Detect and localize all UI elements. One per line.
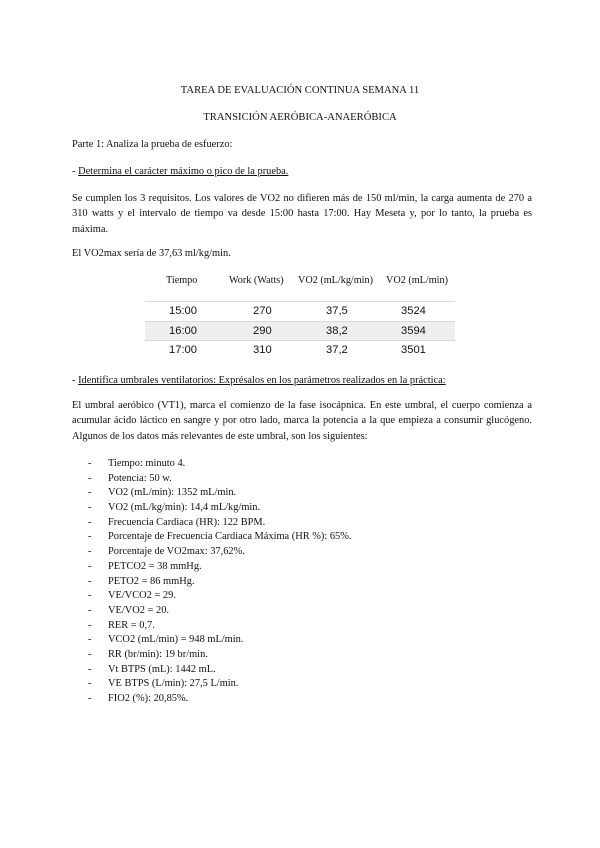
table-cell: 38,2: [326, 325, 348, 337]
list-item-text: PETCO2 = 38 mmHg.: [108, 560, 202, 572]
list-item: [88, 516, 352, 531]
list-item: [88, 633, 352, 648]
table-cell: 270: [253, 305, 272, 317]
list-item-text: VCO2 (mL/min) = 948 mL/min.: [108, 634, 244, 646]
section-1-heading: [72, 165, 288, 179]
section-1-paragraph: Se cumplen los 3 requisitos. Los valores de VO2 no difieren más de 150 ml/min, la carga aumenta de 270 a 310 watts y el intervalo de tiempo va desde 15:00 hasta 17:00. Hay Meseta y, por lo tanto, la prueba es máxima.: [72, 193, 532, 235]
list-bullet: -: [88, 693, 92, 704]
table-cell: 17:00: [169, 344, 197, 356]
table-row: [145, 322, 455, 341]
list-item-text: VO2 (mL/kg/min): 14,4 mL/kg/min.: [108, 502, 261, 514]
list-bullet: -: [88, 634, 92, 646]
list-item: [88, 545, 352, 560]
list-bullet: -: [88, 458, 92, 469]
table-row: [145, 341, 455, 360]
list-bullet: -: [88, 619, 92, 631]
document-subtitle: TRANSICIÓN AERÓBICA-ANAERÓBICA: [203, 112, 397, 123]
list-item: [88, 589, 352, 604]
list-item-text: Tiempo: minuto 4.: [108, 458, 186, 469]
list-item: [88, 501, 352, 516]
section-1-dash: -: [72, 166, 79, 177]
list-item-text: FIO2 (%): 20,85%.: [108, 693, 189, 704]
list-bullet: -: [88, 546, 92, 558]
table-header-cell: VO2 (mL/min): [386, 275, 448, 286]
table-cell: 15:00: [169, 305, 197, 317]
table-cell: 290: [253, 325, 272, 337]
table-cell: 37,5: [326, 305, 348, 317]
table-cell: 310: [253, 344, 272, 356]
list-bullet: -: [88, 575, 92, 587]
list-item: [88, 575, 352, 590]
section-1-heading-text: Determina el carácter máximo o pico de la prueba.: [78, 166, 289, 177]
list-item: [88, 560, 352, 575]
table-row: [145, 302, 455, 321]
vo2max-statement: El VO2max sería de 37,63 ml/kg/min.: [72, 248, 231, 259]
list-item: [88, 472, 352, 487]
list-bullet: -: [88, 560, 92, 572]
document-title: TAREA DE EVALUACIÓN CONTINUA SEMANA 11: [180, 85, 420, 96]
list-item-text: Vt BTPS (mL): 1442 mL.: [108, 663, 216, 675]
list-item: [88, 604, 352, 619]
list-bullet: -: [88, 472, 92, 484]
section-2-heading: [72, 374, 446, 388]
list-item-text: Porcentaje de VO2max: 37,62%.: [108, 546, 245, 558]
list-item: [88, 692, 352, 707]
list-bullet: -: [88, 516, 92, 528]
list-bullet: -: [88, 663, 92, 675]
list-item-text: Porcentaje de Frecuencia Cardiaca Máxima (HR %): 65%.: [108, 531, 352, 543]
table-cell: 3594: [401, 325, 426, 337]
table-cell: 16:00: [169, 325, 197, 337]
table-cell: 3501: [401, 344, 426, 356]
list-item: [88, 457, 352, 472]
table-header-cell: Tiempo: [166, 275, 198, 286]
list-item: [88, 648, 352, 663]
list-item: [88, 486, 352, 501]
list-item-text: Frecuencia Cardiaca (HR): 122 BPM.: [108, 516, 266, 528]
list-item-text: RR (br/min): 19 br/min.: [108, 648, 208, 660]
list-item: [88, 663, 352, 678]
list-bullet: -: [88, 487, 92, 499]
section-2-paragraph: El umbral aeróbico (VT1), marca el comienzo de la fase isocápnica. En este umbral, el cuerpo comienza a acumular ácido láctico en sangre y por otro lado, marca la potencia a la que empieza a consumir glucógeno. Algunos de los datos más relevantes de este umbral, son los siguientes:: [72, 400, 532, 442]
threshold-parameter-list: [88, 457, 352, 707]
table-header-cell: Work (Watts): [229, 275, 284, 286]
table-cell: 3524: [401, 305, 426, 317]
list-bullet: -: [88, 604, 92, 616]
list-item: [88, 619, 352, 634]
section-2-dash: -: [72, 375, 79, 386]
section-2-heading-text: Identifica umbrales ventilatorios: Exprésalos en los parámetros realizados en la práctica:: [78, 375, 446, 386]
list-bullet: -: [88, 590, 92, 602]
list-bullet: -: [88, 502, 92, 514]
list-item-text: VE/VO2 = 20.: [108, 604, 169, 616]
list-item: [88, 677, 352, 692]
list-bullet: -: [88, 648, 92, 660]
list-item-text: Potencia: 50 w.: [108, 472, 172, 484]
list-item-text: VE/VCO2 = 29.: [108, 590, 176, 602]
list-bullet: -: [88, 531, 92, 543]
list-item-text: RER = 0,7.: [108, 619, 155, 631]
list-item-text: PETO2 = 86 mmHg.: [108, 575, 195, 587]
table-cell: 37,2: [326, 344, 348, 356]
part-1-heading: Parte 1: Analiza la prueba de esfuerzo:: [72, 139, 233, 150]
table-header-cell: VO2 (mL/kg/min): [298, 275, 373, 286]
list-item: [88, 530, 352, 545]
list-item-text: VE BTPS (L/min): 27,5 L/min.: [108, 678, 239, 690]
list-bullet: -: [88, 678, 92, 690]
list-item-text: VO2 (mL/min): 1352 mL/min.: [108, 487, 237, 499]
